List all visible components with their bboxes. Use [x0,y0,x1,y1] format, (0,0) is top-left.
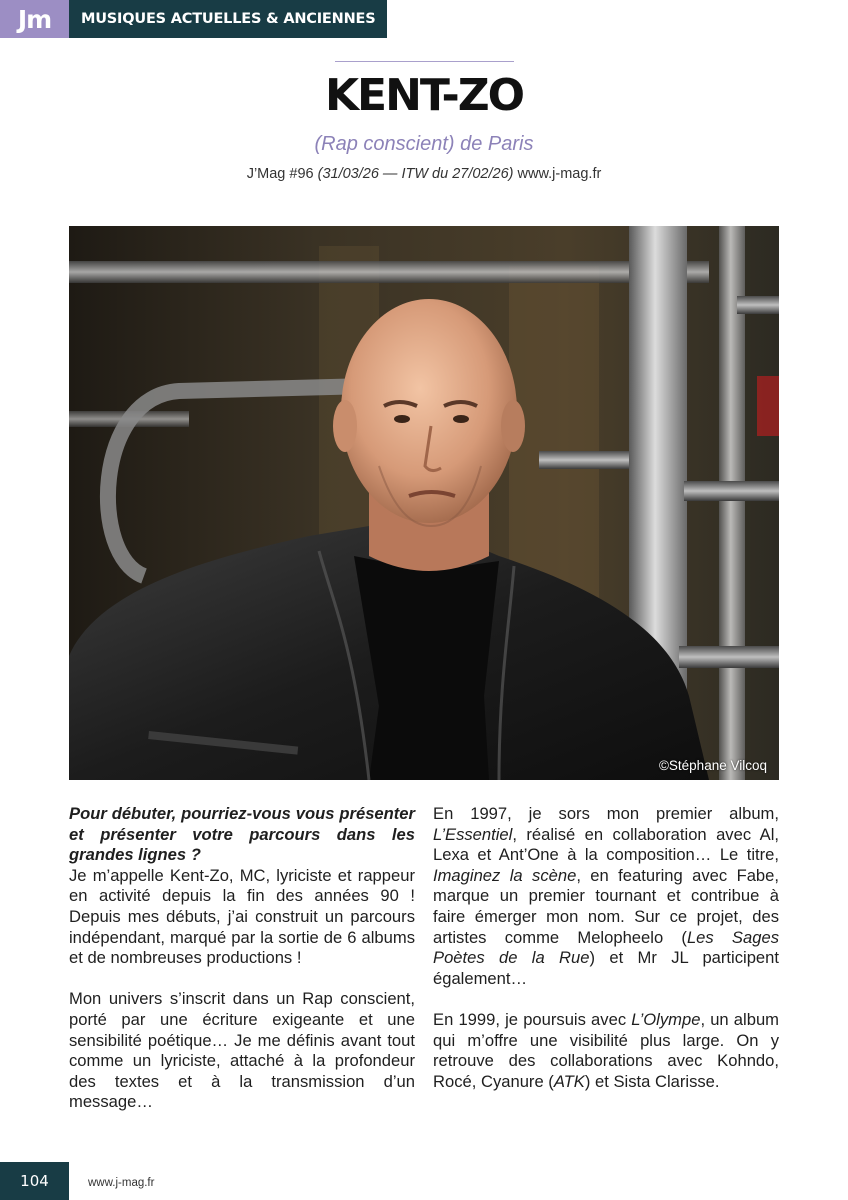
magazine-logo [0,0,69,38]
text-column-left [69,804,415,1134]
answer-paragraph-3 [433,804,779,989]
track-title: Imaginez la scène [433,865,577,885]
album-title-lolympe: L’Olympe [631,1009,701,1029]
portrait-illustration [69,226,779,780]
page-number: 104 [0,1162,69,1200]
interview-question: Pour débuter, pourriez-vous vous présenter et présenter votre parcours dans les grandes lignes ? [69,804,415,865]
issue-dates: (31/03/26 — ITW du 27/02/26) [317,166,514,182]
text-run: ) et Mr JL participent également… [433,948,780,988]
logo-text: Jm [17,4,52,34]
group-name: Les Sages Poètes de la Rue [433,927,779,968]
answer-paragraph-4 [433,1010,779,1092]
text-run: En 1997, je sors mon premier album, [433,804,779,823]
text-run: , réalisé en collaboration avec Al, Lexa et Ant’One à la composition… Le titre, [433,824,779,865]
text-run: ) et Sista Clarisse. [584,1071,720,1091]
answer-paragraph-2: Mon univers s’inscrit dans un Rap conscient, porté par une écriture exigeante et une sensibilité poétique… Je me définis avant tout comme un lyriciste, attaché à la profondeur des textes et à la transmission d’un message… [69,989,415,1112]
article-title: KENT-ZO [324,70,524,121]
album-title-lessentiel: L’Essentiel [433,824,513,844]
text-run: , un album qui m’offre une visibilité plus large. On y retrouve des collaborations avec Kohndo, Rocé, Cyanure ( [433,1009,780,1091]
title-divider [335,61,514,62]
section-rubric: MUSIQUES ACTUELLES & ANCIENNES [69,0,387,38]
footer-url: www.j-mag.fr [88,1177,155,1189]
answer-paragraph-1: Je m’appelle Kent-Zo, MC, lyriciste et rappeur en activité depuis la fin des années 90 ! Depuis mes débuts, j’ai construit un parcours indépendant, marqué par la sortie de 6 albums et de nombreuses productions ! [69,865,415,968]
photo-credit: ©Stéphane Vilcoq [658,758,767,773]
issue-info [0,164,848,184]
issue-mag: J’Mag #96 [246,166,314,182]
text-column-right [433,804,779,1113]
text-run: , en featuring avec Fabe, marque un premier tournant et contribue à faire émerger mon nom. Sur ce projet, des artistes comme Melopheelo ( [433,865,779,947]
group-name-atk: ATK [553,1071,585,1091]
text-run: En 1999, je poursuis avec [433,1009,632,1029]
article-subtitle: (Rap conscient) de Paris [314,133,534,155]
portrait-photo [69,226,779,780]
issue-site: www.j-mag.fr [517,166,602,182]
